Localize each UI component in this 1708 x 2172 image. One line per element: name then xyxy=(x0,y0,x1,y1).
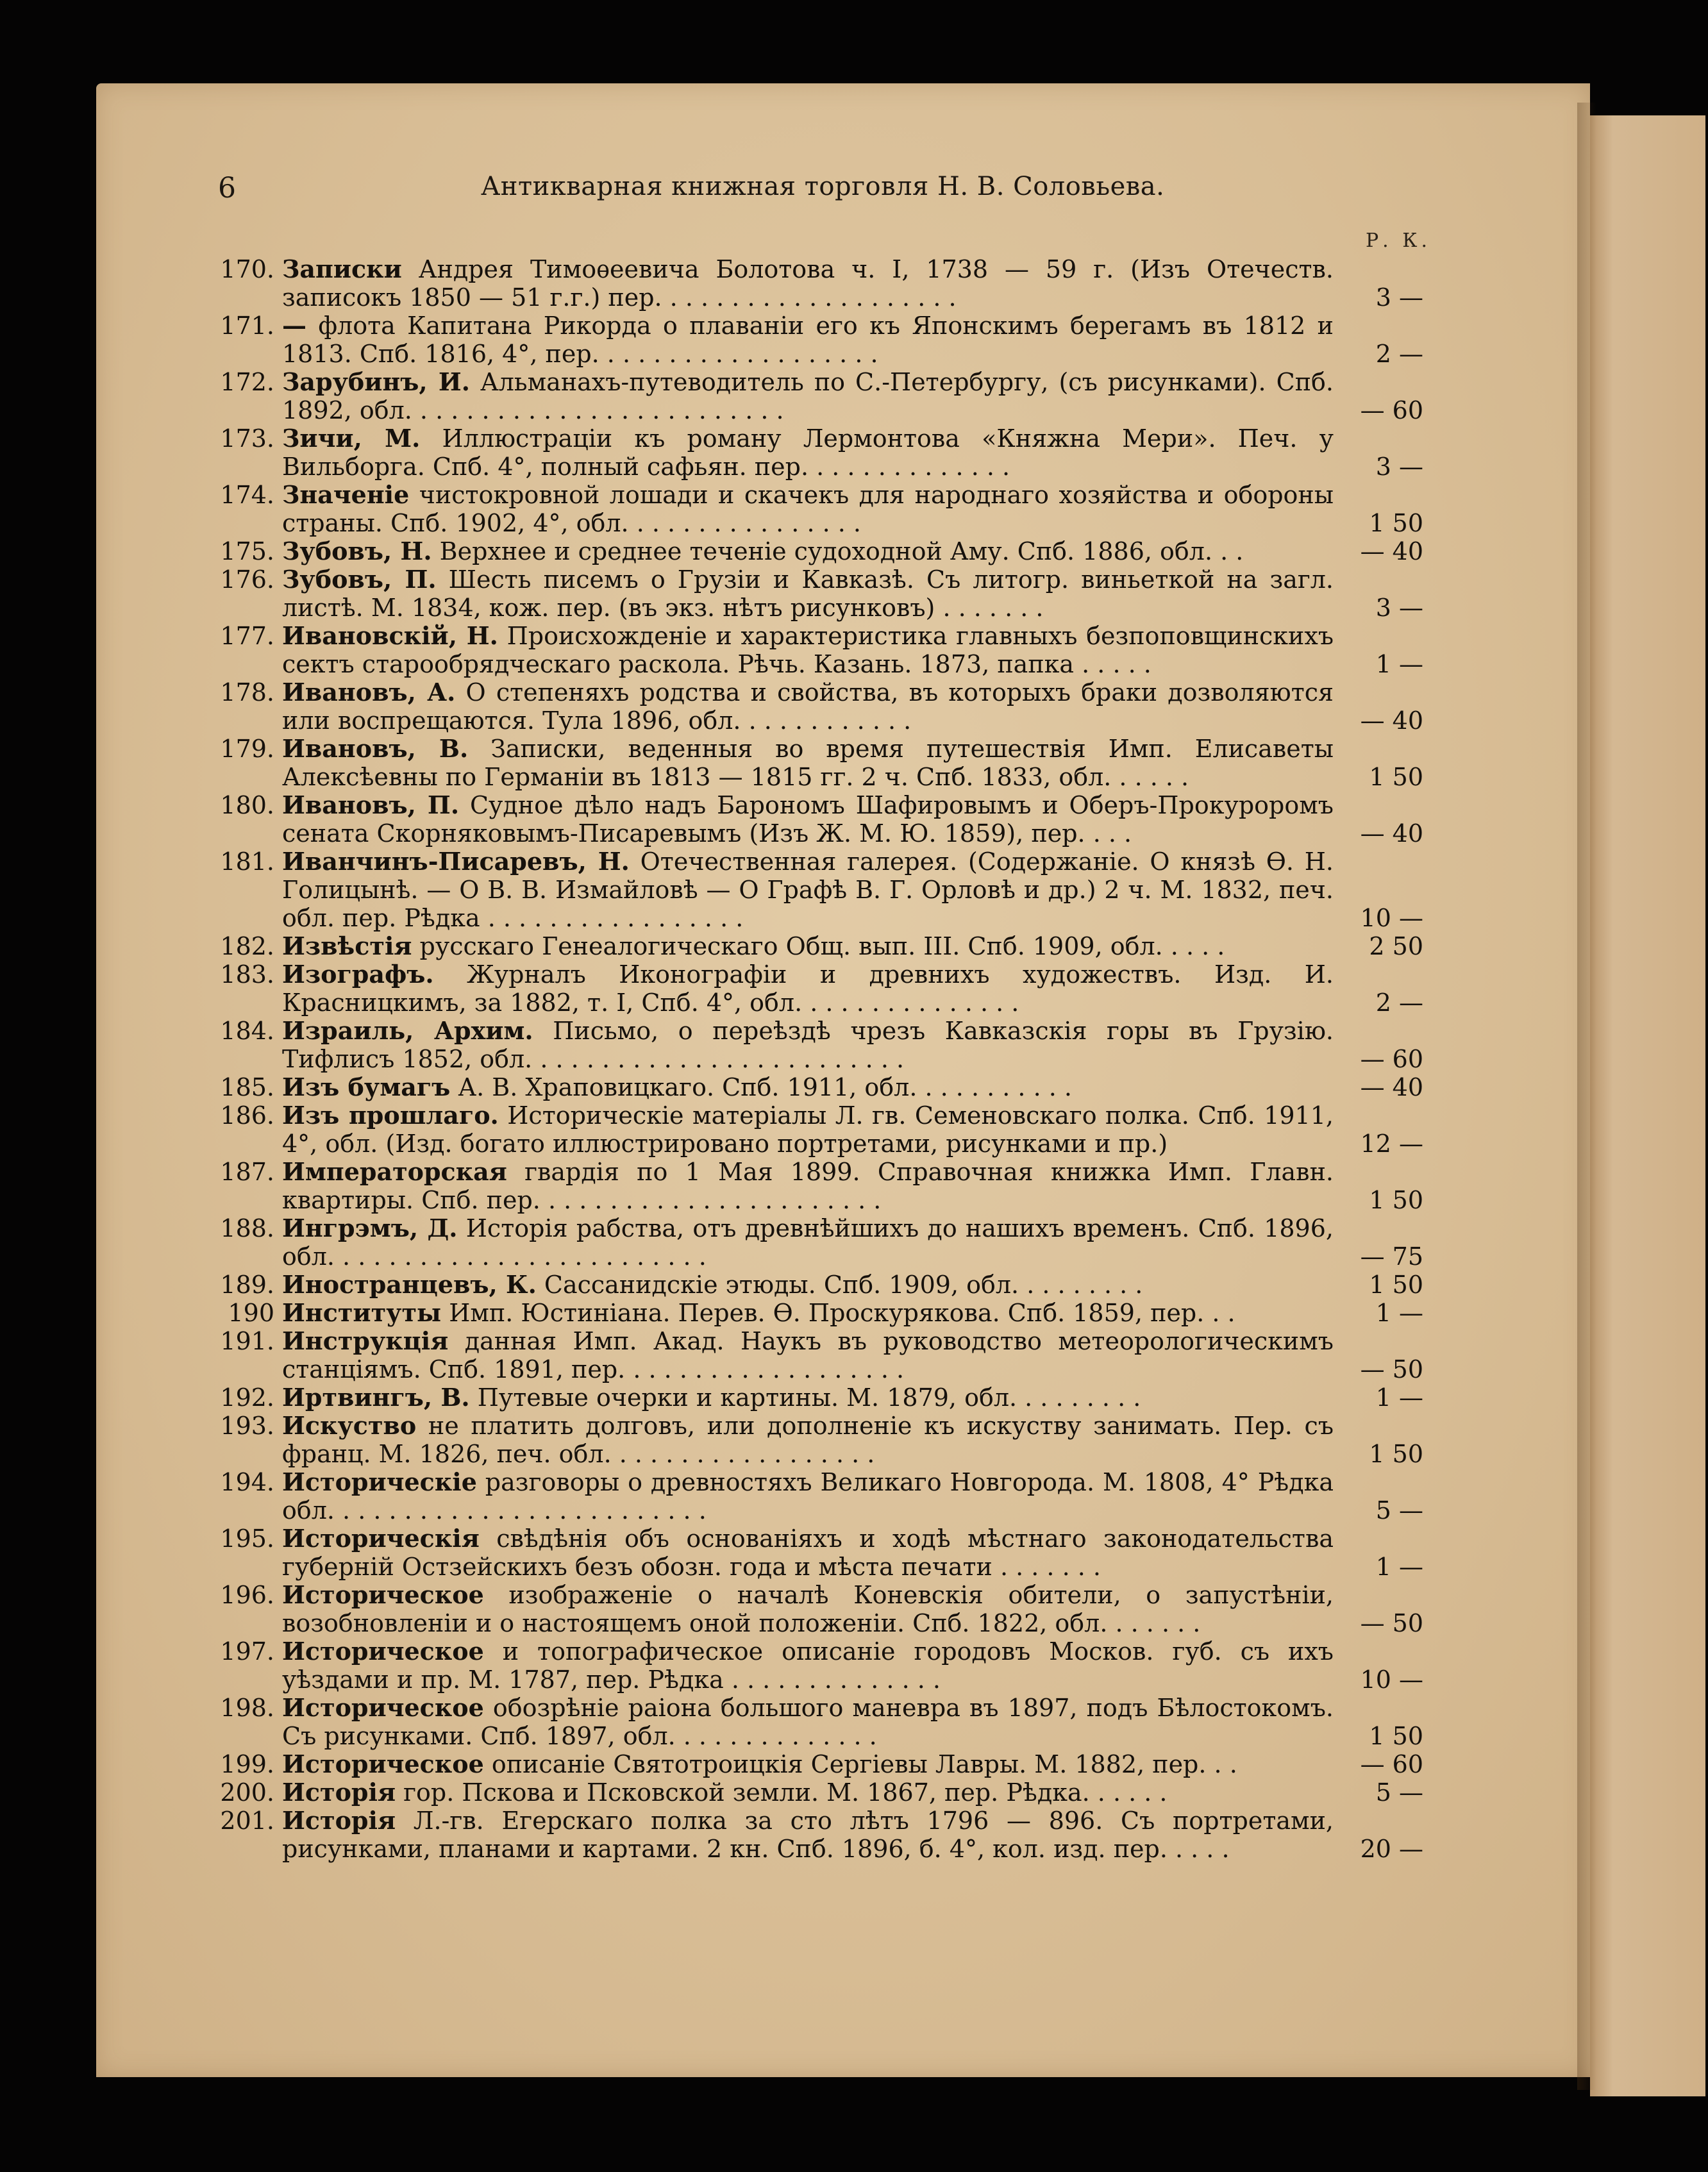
entry-number: 195. xyxy=(220,1525,274,1553)
catalog-entry xyxy=(212,1750,1430,1778)
entry-text: Иллюстраціи къ роману Лермонтова «Княжна Мери». Печ. у Вильборга. Спб. 4°, полный сафьян. пер. . . . . . . . . . . . . . xyxy=(282,424,1334,481)
entry-title: Ивановъ, П. xyxy=(282,790,460,819)
entry-title: Ингрэмъ, Д. xyxy=(282,1214,458,1242)
entry-price: 5 — xyxy=(1375,1496,1423,1525)
entry-title: Императорская xyxy=(282,1157,507,1186)
catalog-entry xyxy=(212,1694,1430,1750)
entry-description xyxy=(282,255,1334,312)
entry-price: 1 — xyxy=(1375,1553,1423,1581)
catalog-entry xyxy=(212,1383,1430,1412)
entry-description xyxy=(282,960,1334,1017)
entry-number: 170. xyxy=(220,255,274,283)
entry-title: Зарубинъ, И. xyxy=(282,367,470,396)
entry-text: Исторія рабства, отъ древнѣйшихъ до нашихъ временъ. Спб. 1896, обл. . . . . . . . . . . . . . . . . . . . . . . . . xyxy=(282,1214,1334,1271)
entry-price: 20 — xyxy=(1360,1835,1423,1863)
catalog-entry xyxy=(212,1327,1430,1383)
entry-text: чистокровной лошади и скачекъ для народнаго хозяйства и обороны страны. Спб. 1902, 4°, обл. . . . . . . . . . . . . . . . xyxy=(282,481,1334,537)
entry-number: 194. xyxy=(220,1468,274,1496)
entry-price: 1 50 xyxy=(1369,1271,1423,1299)
entry-description xyxy=(282,1694,1334,1750)
entry-title: Зичи, М. xyxy=(282,424,421,453)
entry-description xyxy=(282,1271,1334,1299)
entry-text: Сассанидскіе этюды. Спб. 1909, обл. . . . . . . . . xyxy=(536,1271,1143,1299)
entry-number: 175. xyxy=(220,537,274,565)
catalog-entry xyxy=(212,481,1430,537)
entry-number: 184. xyxy=(220,1017,274,1045)
entry-title: Историческія xyxy=(282,1524,480,1553)
entry-text: свѣдѣнія объ основаніяхъ и ходѣ мѣстнаго законодательства губерній Остзейскихъ безъ обозн. года и мѣста печати . . . . . . . xyxy=(282,1525,1334,1581)
catalog-entry xyxy=(212,678,1430,735)
entry-price: 5 — xyxy=(1375,1778,1423,1807)
entry-text: Журналъ Иконографіи и древнихъ художествъ. Изд. И. Красницкимъ, за 1882, т. I, Спб. 4°, обл. . . . . . . . . . . . . . . xyxy=(282,960,1334,1017)
entry-text: Альманахъ-путеводитель по С.-Петербургу, (съ рисунками). Спб. 1892, обл. . . . . . . . . . . . . . . . . . . . . . . . . xyxy=(282,368,1334,424)
catalog-entry xyxy=(212,1214,1430,1271)
entry-title: Иртвингъ, В. xyxy=(282,1383,470,1412)
entry-text: Шесть писемъ о Грузіи и Кавказѣ. Съ литогр. виньеткой на загл. листѣ. М. 1834, кож. пер. (въ экз. нѣтъ рисунковъ) . . . . . . . xyxy=(282,565,1334,622)
entry-price: 3 — xyxy=(1375,453,1423,481)
entry-price: — 60 xyxy=(1360,396,1423,424)
entry-text: русскаго Генеалогическаго Общ. вып. III. Спб. 1909, обл. . . . . xyxy=(412,932,1225,960)
entry-description xyxy=(282,537,1334,565)
entry-number: 191. xyxy=(220,1327,274,1355)
entry-description xyxy=(282,1073,1334,1101)
entry-title: Историческое xyxy=(282,1693,484,1722)
catalog-entry xyxy=(212,368,1430,424)
entry-description xyxy=(282,1383,1334,1412)
entry-description xyxy=(282,424,1334,481)
entry-title: Израиль, Архим. xyxy=(282,1016,533,1045)
entry-price: 1 50 xyxy=(1369,763,1423,791)
entry-text: данная Имп. Акад. Наукъ въ руководство метеорологическимъ станціямъ. Спб. 1891, пер. . . . . . . . . . . . . . . . . . . xyxy=(282,1327,1334,1383)
catalog-entry xyxy=(212,1101,1430,1158)
entry-text: Путевые очерки и картины. М. 1879, обл. . . . . . . . . xyxy=(469,1383,1141,1412)
entry-title: Изъ прошлаго. xyxy=(282,1101,499,1130)
page-gutter-shadow xyxy=(1577,103,1596,2090)
entry-description xyxy=(282,1327,1334,1383)
entry-text: изображеніе о началѣ Коневскія обители, о запустѣніи, возобновленіи и о настоящемъ оной положеніи. Спб. 1822, обл. . . . . . . xyxy=(282,1581,1334,1637)
entry-description xyxy=(282,932,1334,960)
entry-description xyxy=(282,1412,1334,1468)
entry-text: обозрѣніе раіона большого маневра въ 1897, подъ Бѣлостокомъ. Съ рисунками. Спб. 1897, обл. . . . . . . . . . . . . . xyxy=(282,1694,1334,1750)
entry-title: Инструкція xyxy=(282,1326,449,1355)
entry-number: 200. xyxy=(220,1778,274,1807)
catalog-entries xyxy=(212,255,1430,1863)
entry-title: Изографъ. xyxy=(282,960,434,989)
entry-price: 1 50 xyxy=(1369,1186,1423,1214)
entry-description xyxy=(282,1778,1334,1807)
catalog-entry xyxy=(212,1525,1430,1581)
catalog-entry xyxy=(212,565,1430,622)
entry-price: 2 — xyxy=(1375,989,1423,1017)
next-page-edge xyxy=(1590,115,1705,2096)
catalog-entry xyxy=(212,537,1430,565)
entry-text: описаніе Святотроицкія Сергіевы Лавры. М. 1882, пер. . . xyxy=(483,1750,1237,1778)
entry-text: А. В. Храповицкаго. Спб. 1911, обл. . . . . . . . . . . xyxy=(450,1073,1072,1101)
entry-number: 181. xyxy=(220,848,274,876)
entry-title: Изъ бумагъ xyxy=(282,1073,451,1101)
entry-number: 198. xyxy=(220,1694,274,1722)
catalog-entry xyxy=(212,622,1430,678)
entry-text: Андрея Тимоѳеевича Болотова ч. I, 1738 — 59 г. (Изъ Отечеств. записокъ 1850 — 51 г.г.) пер. . . . . . . . . . . . . . . . . . . . xyxy=(282,255,1334,312)
entry-text: Л.-гв. Егерскаго полка за сто лѣтъ 1796 — 896. Съ портретами, рисунками, планами и картами. 2 кн. Спб. 1896, б. 4°, кол. изд. пер. . . . . xyxy=(282,1807,1334,1863)
entry-price: 1 50 xyxy=(1369,1722,1423,1750)
catalog-entry xyxy=(212,1468,1430,1525)
catalog-entry xyxy=(212,960,1430,1017)
entry-title: Исторія xyxy=(282,1806,396,1835)
entry-text: Записки, веденныя во время путешествія Имп. Елисаветы Алексѣевны по Германіи въ 1813 — 1815 гг. 2 ч. Спб. 1833, обл. . . . . . xyxy=(282,735,1334,791)
entry-price: 10 — xyxy=(1360,1666,1423,1694)
entry-price: — 40 xyxy=(1360,537,1423,565)
catalog-entry xyxy=(212,1637,1430,1694)
entry-title: Записки xyxy=(282,255,402,283)
entry-title: Институты xyxy=(282,1298,442,1327)
entry-number: 182. xyxy=(220,932,274,960)
entry-text: флота Капитана Рикорда о плаваніи его къ Японскимъ берегамъ въ 1812 и 1813. Спб. 1816, 4°, пер. . . . . . . . . . . . . . . . . . . xyxy=(282,312,1334,368)
entry-price: 3 — xyxy=(1375,594,1423,622)
entry-price: 3 — xyxy=(1375,283,1423,312)
entry-number: 173. xyxy=(220,424,274,453)
catalog-entry xyxy=(212,1271,1430,1299)
entry-price: 10 — xyxy=(1360,904,1423,932)
entry-number: 186. xyxy=(220,1101,274,1130)
entry-description xyxy=(282,848,1334,932)
entry-price: 2 — xyxy=(1375,340,1423,368)
entry-title: Историческое xyxy=(282,1580,484,1609)
entry-description xyxy=(282,791,1334,848)
entry-price: — 40 xyxy=(1360,1073,1423,1101)
catalog-entry xyxy=(212,848,1430,932)
entry-title: Зубовъ, П. xyxy=(282,565,437,594)
catalog-entry xyxy=(212,1412,1430,1468)
entry-description xyxy=(282,1299,1334,1327)
catalog-entry xyxy=(212,1299,1430,1327)
entry-text: Происхожденіе и характеристика главныхъ безпоповщинскихъ сектъ старообрядческаго раскола. Рѣчь. Казань. 1873, папка . . . . . xyxy=(282,622,1334,678)
entry-price: 12 — xyxy=(1360,1130,1423,1158)
entry-title: Искуство xyxy=(282,1411,417,1440)
entry-text: Имп. Юстиніана. Перев. Ѳ. Проскурякова. Спб. 1859, пер. . . xyxy=(441,1299,1235,1327)
catalog-entry xyxy=(212,791,1430,848)
entry-title: Иностранцевъ, К. xyxy=(282,1270,537,1299)
price-column-header: Р. К. xyxy=(1366,230,1432,252)
catalog-entry xyxy=(212,932,1430,960)
entry-text: Письмо, о переѣздѣ чрезъ Кавказскія горы въ Грузію. Тифлисъ 1852, обл. . . . . . . . . . . . . . . . . . . . . . . . . xyxy=(282,1017,1334,1073)
catalog-entry xyxy=(212,1073,1430,1101)
entry-text: гвардія по 1 Мая 1899. Справочная книжка Имп. Главн. квартиры. Спб. пер. . . . . . . . . . . . . . . . . . . . . . . xyxy=(282,1158,1334,1214)
entry-number: 183. xyxy=(220,960,274,989)
entry-description xyxy=(282,1214,1334,1271)
entry-number: 189. xyxy=(220,1271,274,1299)
entry-description xyxy=(282,1581,1334,1637)
entry-title: Значеніе xyxy=(282,480,410,509)
entry-number: 174. xyxy=(220,481,274,509)
entry-text: Отечественная галерея. (Содержаніе. О князѣ Ѳ. Н. Голицынѣ. — О В. В. Измайловѣ — О Графѣ В. Г. Орловѣ и др.) 2 ч. М. 1832, печ. обл. пер. Рѣдка . . . . . . . . . . . . . . . . . xyxy=(282,848,1334,932)
entry-number: 190 xyxy=(228,1299,274,1327)
entry-price: 2 50 xyxy=(1369,932,1423,960)
entry-number: 176. xyxy=(220,565,274,594)
entry-description xyxy=(282,1750,1334,1778)
entry-description xyxy=(282,481,1334,537)
entry-number: 187. xyxy=(220,1158,274,1186)
entry-title: Иванчинъ-Писаревъ, Н. xyxy=(282,847,630,876)
entry-text: не платить долговъ, или дополненіе къ искуству занимать. Пер. съ франц. М. 1826, печ. обл. . . . . . . . . . . . . . . . . . xyxy=(282,1412,1334,1468)
entry-price: 1 50 xyxy=(1369,509,1423,537)
entry-price: — 40 xyxy=(1360,819,1423,848)
entry-description xyxy=(282,1101,1334,1158)
entry-title: Исторія xyxy=(282,1778,396,1807)
catalog-entry xyxy=(212,424,1430,481)
entry-text: и топографическое описаніе городовъ Москов. губ. съ ихъ уѣздами и пр. М. 1787, пер. Рѣдка . . . . . . . . . . . . . . xyxy=(282,1637,1334,1694)
catalog-entry xyxy=(212,1778,1430,1807)
entry-number: 192. xyxy=(220,1383,274,1412)
entry-description xyxy=(282,368,1334,424)
entry-text: разговоры о древностяхъ Великаго Новгорода. М. 1808, 4° Рѣдка обл. . . . . . . . . . . . . . . . . . . . . . . . . xyxy=(282,1468,1334,1525)
entry-title: Историческіе xyxy=(282,1467,477,1496)
entry-description xyxy=(282,565,1334,622)
entry-number: 193. xyxy=(220,1412,274,1440)
page-number: 6 xyxy=(218,172,236,205)
entry-price: — 40 xyxy=(1360,706,1423,735)
entry-title: Историческое xyxy=(282,1637,484,1666)
entry-text: Историческіе матеріалы Л. гв. Семеновскаго полка. Спб. 1911, 4°, обл. (Изд. богато иллюстрировано портретами, рисунками и пр.) xyxy=(282,1101,1334,1158)
entry-description xyxy=(282,1807,1334,1863)
catalog-entry xyxy=(212,735,1430,791)
catalog-entry xyxy=(212,1017,1430,1073)
entry-title: Ивановъ, А. xyxy=(282,678,456,706)
entry-description xyxy=(282,1637,1334,1694)
entry-price: — 60 xyxy=(1360,1750,1423,1778)
running-head: Антикварная книжная торговля Н. В. Соловьева. xyxy=(481,172,1165,201)
entry-price: 1 — xyxy=(1375,1299,1423,1327)
entry-number: 178. xyxy=(220,678,274,706)
entry-number: 172. xyxy=(220,368,274,396)
catalog-entry xyxy=(212,1581,1430,1637)
entry-title: Ивановскій, Н. xyxy=(282,621,498,650)
entry-number: 197. xyxy=(220,1637,274,1666)
entry-number: 171. xyxy=(220,312,274,340)
entry-price: 1 — xyxy=(1375,1383,1423,1412)
entry-description xyxy=(282,622,1334,678)
entry-number: 177. xyxy=(220,622,274,650)
entry-price: 1 50 xyxy=(1369,1440,1423,1468)
catalog-entry xyxy=(212,312,1430,368)
entry-title: Извѣстія xyxy=(282,931,412,960)
entry-text: Верхнее и среднее теченіе судоходной Аму. Спб. 1886, обл. . . xyxy=(431,537,1244,565)
entry-description xyxy=(282,735,1334,791)
entry-description xyxy=(282,678,1334,735)
entry-number: 179. xyxy=(220,735,274,763)
entry-number: 196. xyxy=(220,1581,274,1609)
entry-text: гор. Пскова и Псковской земли. М. 1867, пер. Рѣдка. . . . . . xyxy=(396,1778,1168,1807)
entry-title: Историческое xyxy=(282,1750,484,1778)
entry-description xyxy=(282,1525,1334,1581)
entry-title: Ивановъ, В. xyxy=(282,734,469,763)
entry-title: — xyxy=(282,311,306,340)
entry-price: — 60 xyxy=(1360,1045,1423,1073)
entry-description xyxy=(282,1158,1334,1214)
entry-text: Судное дѣло надъ Барономъ Шафировымъ и Оберъ-Прокуроромъ сената Скорняковымъ-Писаревымъ (Изъ Ж. М. Ю. 1859), пер. . . . xyxy=(282,791,1334,848)
entry-description xyxy=(282,1468,1334,1525)
catalog-entry xyxy=(212,255,1430,312)
entry-price: — 50 xyxy=(1360,1609,1423,1637)
entry-number: 199. xyxy=(220,1750,274,1778)
entry-number: 201. xyxy=(220,1807,274,1835)
entry-price: 1 — xyxy=(1375,650,1423,678)
entry-text: О степеняхъ родства и свойства, въ которыхъ браки дозволяются или воспрещаются. Тула 1896, обл. . . . . . . . . . . . xyxy=(282,678,1334,735)
entry-number: 188. xyxy=(220,1214,274,1242)
entry-description xyxy=(282,312,1334,368)
entry-number: 185. xyxy=(220,1073,274,1101)
entry-price: — 75 xyxy=(1360,1242,1423,1271)
catalog-entry xyxy=(212,1158,1430,1214)
entry-description xyxy=(282,1017,1334,1073)
entry-title: Зубовъ, Н. xyxy=(282,537,432,565)
entry-price: — 50 xyxy=(1360,1355,1423,1383)
entry-number: 180. xyxy=(220,791,274,819)
catalog-entry xyxy=(212,1807,1430,1863)
